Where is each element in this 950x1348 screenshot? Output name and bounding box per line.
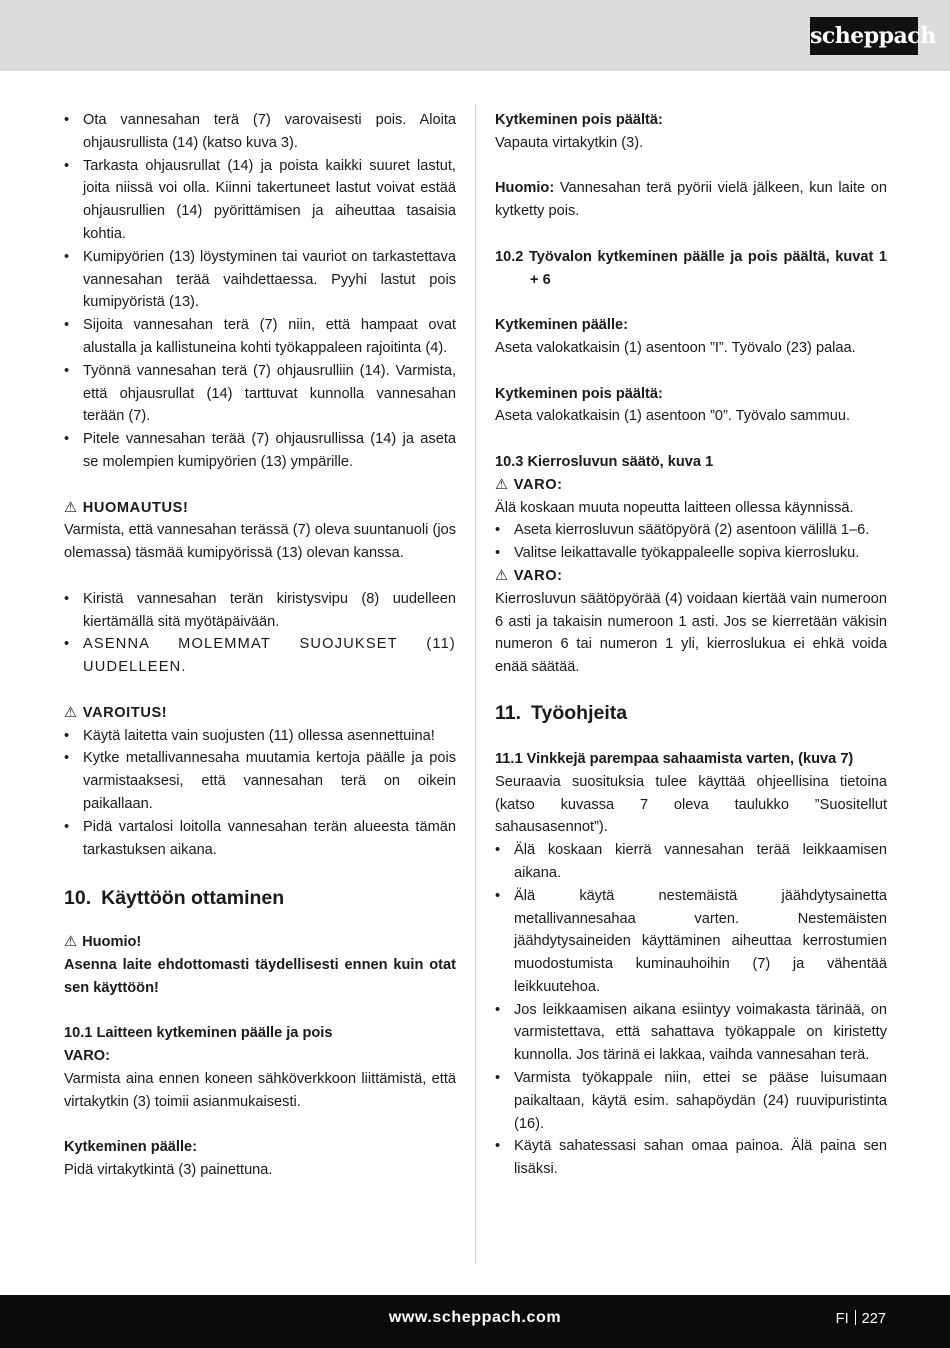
warning-triangle-icon: ⚠ bbox=[495, 567, 509, 584]
column-divider bbox=[475, 104, 476, 1264]
varo-heading: ⚠ VARO: bbox=[495, 567, 563, 584]
section-10-3-heading: 10.3 Kierrosluvun säätö, kuva 1 bbox=[495, 453, 714, 470]
tension-steps-list bbox=[64, 588, 456, 679]
section-10-2-heading: 10.2 Työvalon kytkeminen päälle ja pois päältä, kuvat 1 + 6 bbox=[495, 248, 887, 288]
switch-on-heading: Kytkeminen päälle: bbox=[64, 1139, 198, 1156]
light-off-heading: Kytkeminen pois päältä: bbox=[495, 385, 663, 402]
list-item: • Sijoita vannesahan terä (7) niin, että hampaat ovat alustalla ja kallistuneina kohti työkappaleen rajoitinta (4). bbox=[64, 314, 456, 360]
list-item: • Älä käytä nestemäistä jäähdytysainetta metallivannesahaa varten. Nestemäisten jäähdytysaineiden käyttäminen aiheuttaa kerrostumien muodostumista kuminauhoihin (7) ja vähentää leikkuutehoa. bbox=[495, 885, 887, 999]
speed-steps-list bbox=[495, 519, 887, 565]
varo-label: VARO: bbox=[64, 1048, 110, 1065]
huomio-text: Asenna laite ehdottomasti täydellisesti ennen kuin otat sen käyttöön! bbox=[64, 957, 456, 996]
warning-triangle-icon: ⚠ bbox=[64, 499, 78, 516]
switch-on-text: Pidä virtakytkintä (3) painettuna. bbox=[64, 1162, 273, 1179]
huomio-note: Huomio: Vannesahan terä pyörii vielä jälkeen, kun laite on kytketty pois. bbox=[495, 180, 887, 220]
list-item: • Valitse leikattavalle työkappaleelle sopiva kierrosluku. bbox=[495, 542, 887, 565]
list-item: • Käytä laitetta vain suojusten (11) ollessa asennettuina! bbox=[64, 725, 456, 748]
left-column bbox=[64, 109, 456, 1182]
list-item: • Ota vannesahan terä (7) varovaisesti pois. Aloita ohjausrullista (14) (katso kuva 3). bbox=[64, 109, 456, 155]
warning-triangle-icon: ⚠ bbox=[64, 934, 78, 951]
sawing-tips-list bbox=[495, 839, 887, 1181]
scheppach-logo: scheppach bbox=[810, 17, 918, 55]
huomautus-text: Varmista, että vannesahan terässä (7) oleva suuntanuoli (jos olemassa) täsmää kumipyörissä (13) olevan kanssa. bbox=[64, 522, 456, 562]
list-item: • Kumipyörien (13) löystyminen tai vauriot on tarkastettava vannesahan terää vaihdettaessa. Pyyhi lastut pois kumipyöristä (13). bbox=[64, 246, 456, 314]
list-item: • Aseta kierrosluvun säätöpyörä (2) asentoon välillä 1–6. bbox=[495, 519, 887, 542]
section-10-heading: 10. Käyttöön ottaminen bbox=[64, 887, 285, 910]
list-item: • Jos leikkaamisen aikana esiintyy voimakasta tärinää, on varmistettava, että sahattava työkappale on kiristetty kunnolla. Jos tärinä ei lakkaa, vaihda vannesahan terä. bbox=[495, 999, 887, 1067]
light-on-text: Aseta valokatkaisin (1) asentoon ”I”. Työvalo (23) palaa. bbox=[495, 339, 856, 356]
list-item: • Varmista työkappale niin, ettei se pääse luisumaan paikaltaan, käytä esim. sahapöydän (24) ruuvipuristinta (16). bbox=[495, 1067, 887, 1135]
light-off-text: Aseta valokatkaisin (1) asentoon ”0”. Työvalo sammuu. bbox=[495, 408, 851, 425]
huomio-heading: ⚠ Huomio! bbox=[64, 934, 142, 951]
footer-bar bbox=[0, 1295, 950, 1348]
varo-text: Älä koskaan muuta nopeutta laitteen ollessa käynnissä. bbox=[495, 499, 854, 516]
switch-off-heading: Kytkeminen pois päältä: bbox=[495, 112, 663, 128]
warning-triangle-icon: ⚠ bbox=[64, 704, 78, 721]
list-item: • Pidä vartalosi loitolla vannesahan terän alueesta tämän tarkastuksen aikana. bbox=[64, 816, 456, 862]
varoitus-list bbox=[64, 725, 456, 862]
varo-text: Kierrosluvun säätöpyörää (4) voidaan kiertää vain numeroon 6 asti ja takaisin numeroon 1 asti. Jos se kierretään väkisin numeron 6 tai numeron 1 yli, kierroslukua ei ehkä voida enää säätää. bbox=[495, 590, 887, 676]
section-10-1-text: Varmista aina ennen koneen sähköverkkoon liittämistä, että virtakytkin (3) toimii asianmukaisesti. bbox=[64, 1071, 456, 1110]
list-item: • Työnnä vannesahan terä (7) ohjausrulliin (14). Varmista, että ohjausrullat (14) tarttuvat kunnolla vannesahan terään (7). bbox=[64, 360, 456, 428]
blade-steps-list bbox=[64, 109, 456, 474]
section-11-heading: 11. Työohjeita bbox=[495, 701, 628, 724]
page-number: FI 227 bbox=[835, 1311, 886, 1327]
varo-heading: ⚠ VARO: bbox=[495, 476, 563, 493]
list-item: • Älä koskaan kierrä vannesahan terää leikkaamisen aikana. bbox=[495, 839, 887, 885]
varoitus-heading: ⚠ VAROITUS! bbox=[64, 704, 168, 721]
section-11-1-text: Seuraavia suosituksia tulee käyttää ohjeellisina tietoina (katso kuvassa 7 oleva taulukko ”Suositellut sahausasennot”). bbox=[495, 773, 887, 836]
list-item: • ASENNA MOLEMMAT SUOJUKSET (11) UUDELLEEN. bbox=[64, 633, 456, 679]
switch-off-text: Vapauta virtakytkin (3). bbox=[495, 134, 644, 151]
list-item: • Kytke metallivannesaha muutamia kertoja päälle ja pois varmistaaksesi, että vannesahan terä on oikein paikallaan. bbox=[64, 747, 456, 815]
section-10-1-heading: 10.1 Laitteen kytkeminen päälle ja pois bbox=[64, 1025, 333, 1042]
warning-triangle-icon: ⚠ bbox=[495, 476, 509, 493]
header-band bbox=[0, 0, 950, 71]
huomautus-heading: ⚠ HUOMAUTUS! bbox=[64, 499, 189, 516]
list-item: • Tarkasta ohjausrullat (14) ja poista kaikki suuret lastut, joita niissä voi olla. Kiinni takertuneet lastut voivat estää ohjausrullien (14) pyörittämisen ja aiheuttaa tasaisia kohtia. bbox=[64, 155, 456, 246]
section-11-1-heading: 11.1 Vinkkejä parempaa sahaamista varten, (kuva 7) bbox=[495, 750, 854, 767]
footer-website: www.scheppach.com bbox=[388, 1309, 562, 1326]
list-item: • Kiristä vannesahan terän kiristysvipu (8) uudelleen kiertämällä sitä myötäpäivään. bbox=[64, 588, 456, 634]
list-item: • Käytä sahatessasi sahan omaa painoa. Älä paina sen lisäksi. bbox=[495, 1135, 887, 1181]
light-on-heading: Kytkeminen päälle: bbox=[495, 317, 629, 334]
list-item: • Pitele vannesahan terää (7) ohjausrullissa (14) ja aseta se molempien kumipyörien (13) ympärille. bbox=[64, 428, 456, 474]
right-column bbox=[495, 109, 887, 1181]
